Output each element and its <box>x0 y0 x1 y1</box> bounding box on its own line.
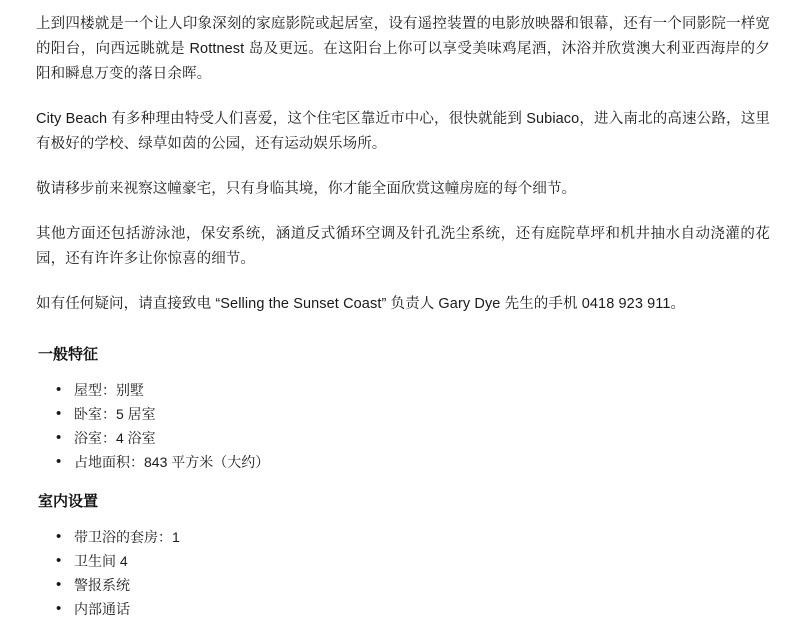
list-item: • 浴室：4 浴室 <box>74 427 770 450</box>
list-item: • 内部通话 <box>74 598 770 621</box>
feature-list-indoor <box>36 526 770 621</box>
paragraph-inspection: 敬请移步前来视察这幢豪宅，只有身临其境，你才能全面欣赏这幢房庭的每个细节。 <box>36 181 577 197</box>
list-item: • 占地面积：843 平方米（大约） <box>74 451 770 474</box>
section-heading-general: 一般特征 <box>38 346 99 363</box>
section-heading-indoor: 室内设置 <box>38 493 99 510</box>
list-item: • 带卫浴的套房：1 <box>74 526 770 549</box>
paragraph-location: City Beach 有多种理由特受人们喜爱，这个住宅区靠近市中心，很快就能到 Subiaco，进入南北的高速公路，这里有极好的学校、绿草如茵的公园，还有运动娱乐场所。 <box>36 111 770 152</box>
paragraph-contact: 如有任何疑问，请直接致电 “Selling the Sunset Coast” 负责人 Gary Dye 先生的手机 0418 923 911。 <box>36 296 686 312</box>
list-item: • 卫生间 4 <box>74 550 770 573</box>
list-item: • 卧室：5 居室 <box>74 403 770 426</box>
paragraph-extras: 其他方面还包括游泳池，保安系统，涵道反式循环空调及针孔洗尘系统，还有庭院草坪和机井抽水自动浇灌的花园，还有许许多让你惊喜的细节。 <box>36 226 770 267</box>
list-spacer <box>36 478 770 488</box>
list-item: • 屋型：别墅 <box>74 379 770 402</box>
feature-list-general <box>36 379 770 474</box>
paragraph-intro: 上到四楼就是一个让人印象深刻的家庭影院或起居室，设有遥控装置的电影放映器和银幕，还有一个同影院一样宽的阳台，向西远眺就是 Rottnest 岛及更远。在这阳台上你可以享受美味鸡尾酒，沐浴并欣赏澳大利亚西海岸的夕阳和瞬息万变的落日余晖。 <box>36 16 770 82</box>
list-item: • 警报系统 <box>74 574 770 597</box>
